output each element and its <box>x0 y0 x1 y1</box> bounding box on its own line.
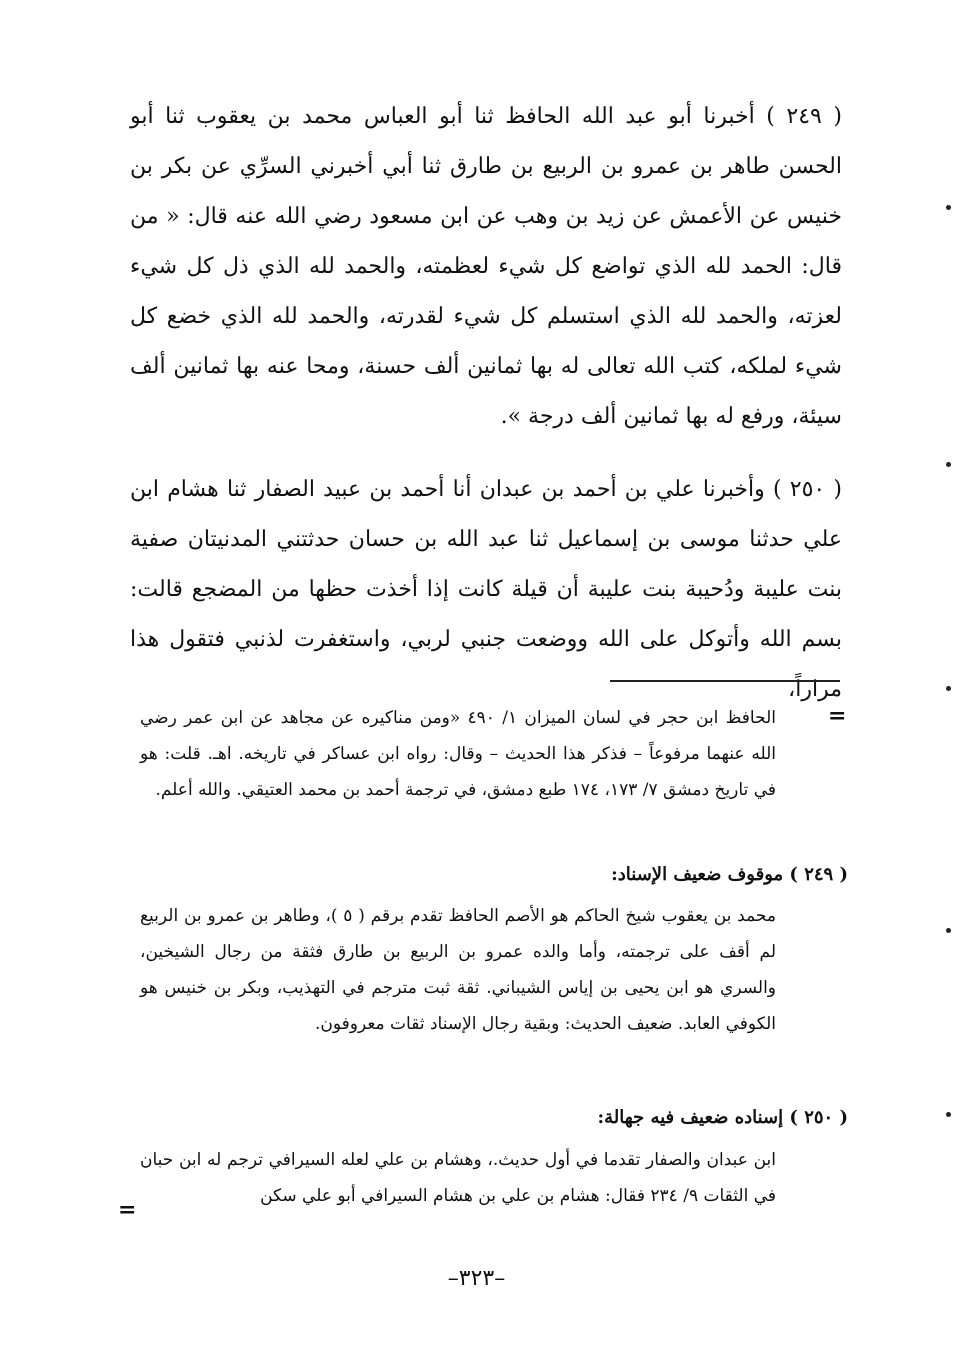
footnote-continuation-mark-bottom: = <box>118 1197 137 1223</box>
hadith-250 <box>130 465 842 715</box>
footnote-249-heading: ( ٢٤٩ ) موقوف ضعيف الإسناد: <box>611 864 848 885</box>
footnote-separator <box>610 680 840 682</box>
footnote-continuation-text: الحافظ ابن حجر في لسان الميزان ١/ ٤٩٠ «ومن مناكيره عن مجاهد عن ابن عمر رضي الله عنهما مرفوعاً – فذكر هذا الحديث – وقال: رواه ابن عساكر في تاريخه. اهـ. قلت: هو في تاريخ دمشق ٧/ ١٧٣، ١٧٤ طبع دمشق، في ترجمة أحمد بن محمد العتيقي. والله أعلم. <box>140 708 776 800</box>
page-number: –٣٢٣– <box>447 1266 506 1291</box>
footnote-249 <box>140 898 776 1042</box>
hadith-249 <box>130 92 842 442</box>
footnote-250-heading: ( ٢٥٠ ) إسناده ضعيف فيه جهالة: <box>597 1107 848 1128</box>
footnote-continuation <box>140 700 776 808</box>
margin-mark <box>946 462 951 467</box>
hadith-249-text: ( ٢٤٩ ) أخبرنا أبو عبد الله الحافظ ثنا أبو العباس محمد بن يعقوب ثنا أبو الحسن طاهر بن عمرو بن الربيع بن طارق ثنا أبي أخبرني السرِّي عن بكر بن خنيس عن الأعمش عن زيد بن وهب عن ابن مسعود رضي الله عنه قال: « من قال: الحمد لله الذي تواضع كل شيء لعظمته، والحمد لله الذي ذل كل شيء لعزته، والحمد لله الذي استسلم كل شيء لقدرته، والحمد لله الذي خضع كل شيء لملكه، كتب الله تعالى له بها ثمانين ألف حسنة، ومحا عنه بها ثمانين ألف سيئة، ورفع له بها ثمانين ألف درجة ». <box>130 104 842 429</box>
footnote-249-text: محمد بن يعقوب شيخ الحاكم هو الأصم الحافظ تقدم برقم ( ٥ )، وطاهر بن عمرو بن الربيع لم أقف على ترجمته، وأما والده عمرو بن الربيع بن طارق فثقة من رجال الشيخين، والسري هو ابن يحيى بن إياس الشيباني. ثقة ثبت مترجم في التهذيب، وبكر بن خنيس هو الكوفي العابد. ضعيف الحديث: وبقية رجال الإسناد ثقات معروفون. <box>140 906 776 1034</box>
margin-mark <box>946 1112 951 1117</box>
footnote-250 <box>140 1142 776 1214</box>
margin-mark <box>946 205 951 210</box>
footnote-250-text: ابن عبدان والصفار تقدما في أول حديث.، وهشام بن علي لعله السيرافي ترجم له ابن حبان في الثقات ٩/ ٢٣٤ فقال: هشام بن علي بن هشام السيرافي أبو علي سكن <box>140 1150 776 1206</box>
margin-mark <box>946 928 951 933</box>
hadith-250-text: ( ٢٥٠ ) وأخبرنا علي بن أحمد بن عبدان أنا أحمد بن عبيد الصفار ثنا هشام ابن علي حدثنا موسى بن إسماعيل ثنا عبد الله بن حسان حدثتني المدنيتان صفية بنت عليبة ودُحيبة بنت عليبة أن قيلة كانت إذا أخذت حظها من المضجع قالت: بسم الله وأتوكل على الله ووضعت جنبي لربي، واستغفرت لذنبي فتقول هذا مراراً، <box>130 477 842 702</box>
footnote-continuation-mark-top: = <box>828 703 847 729</box>
margin-mark <box>946 686 951 691</box>
